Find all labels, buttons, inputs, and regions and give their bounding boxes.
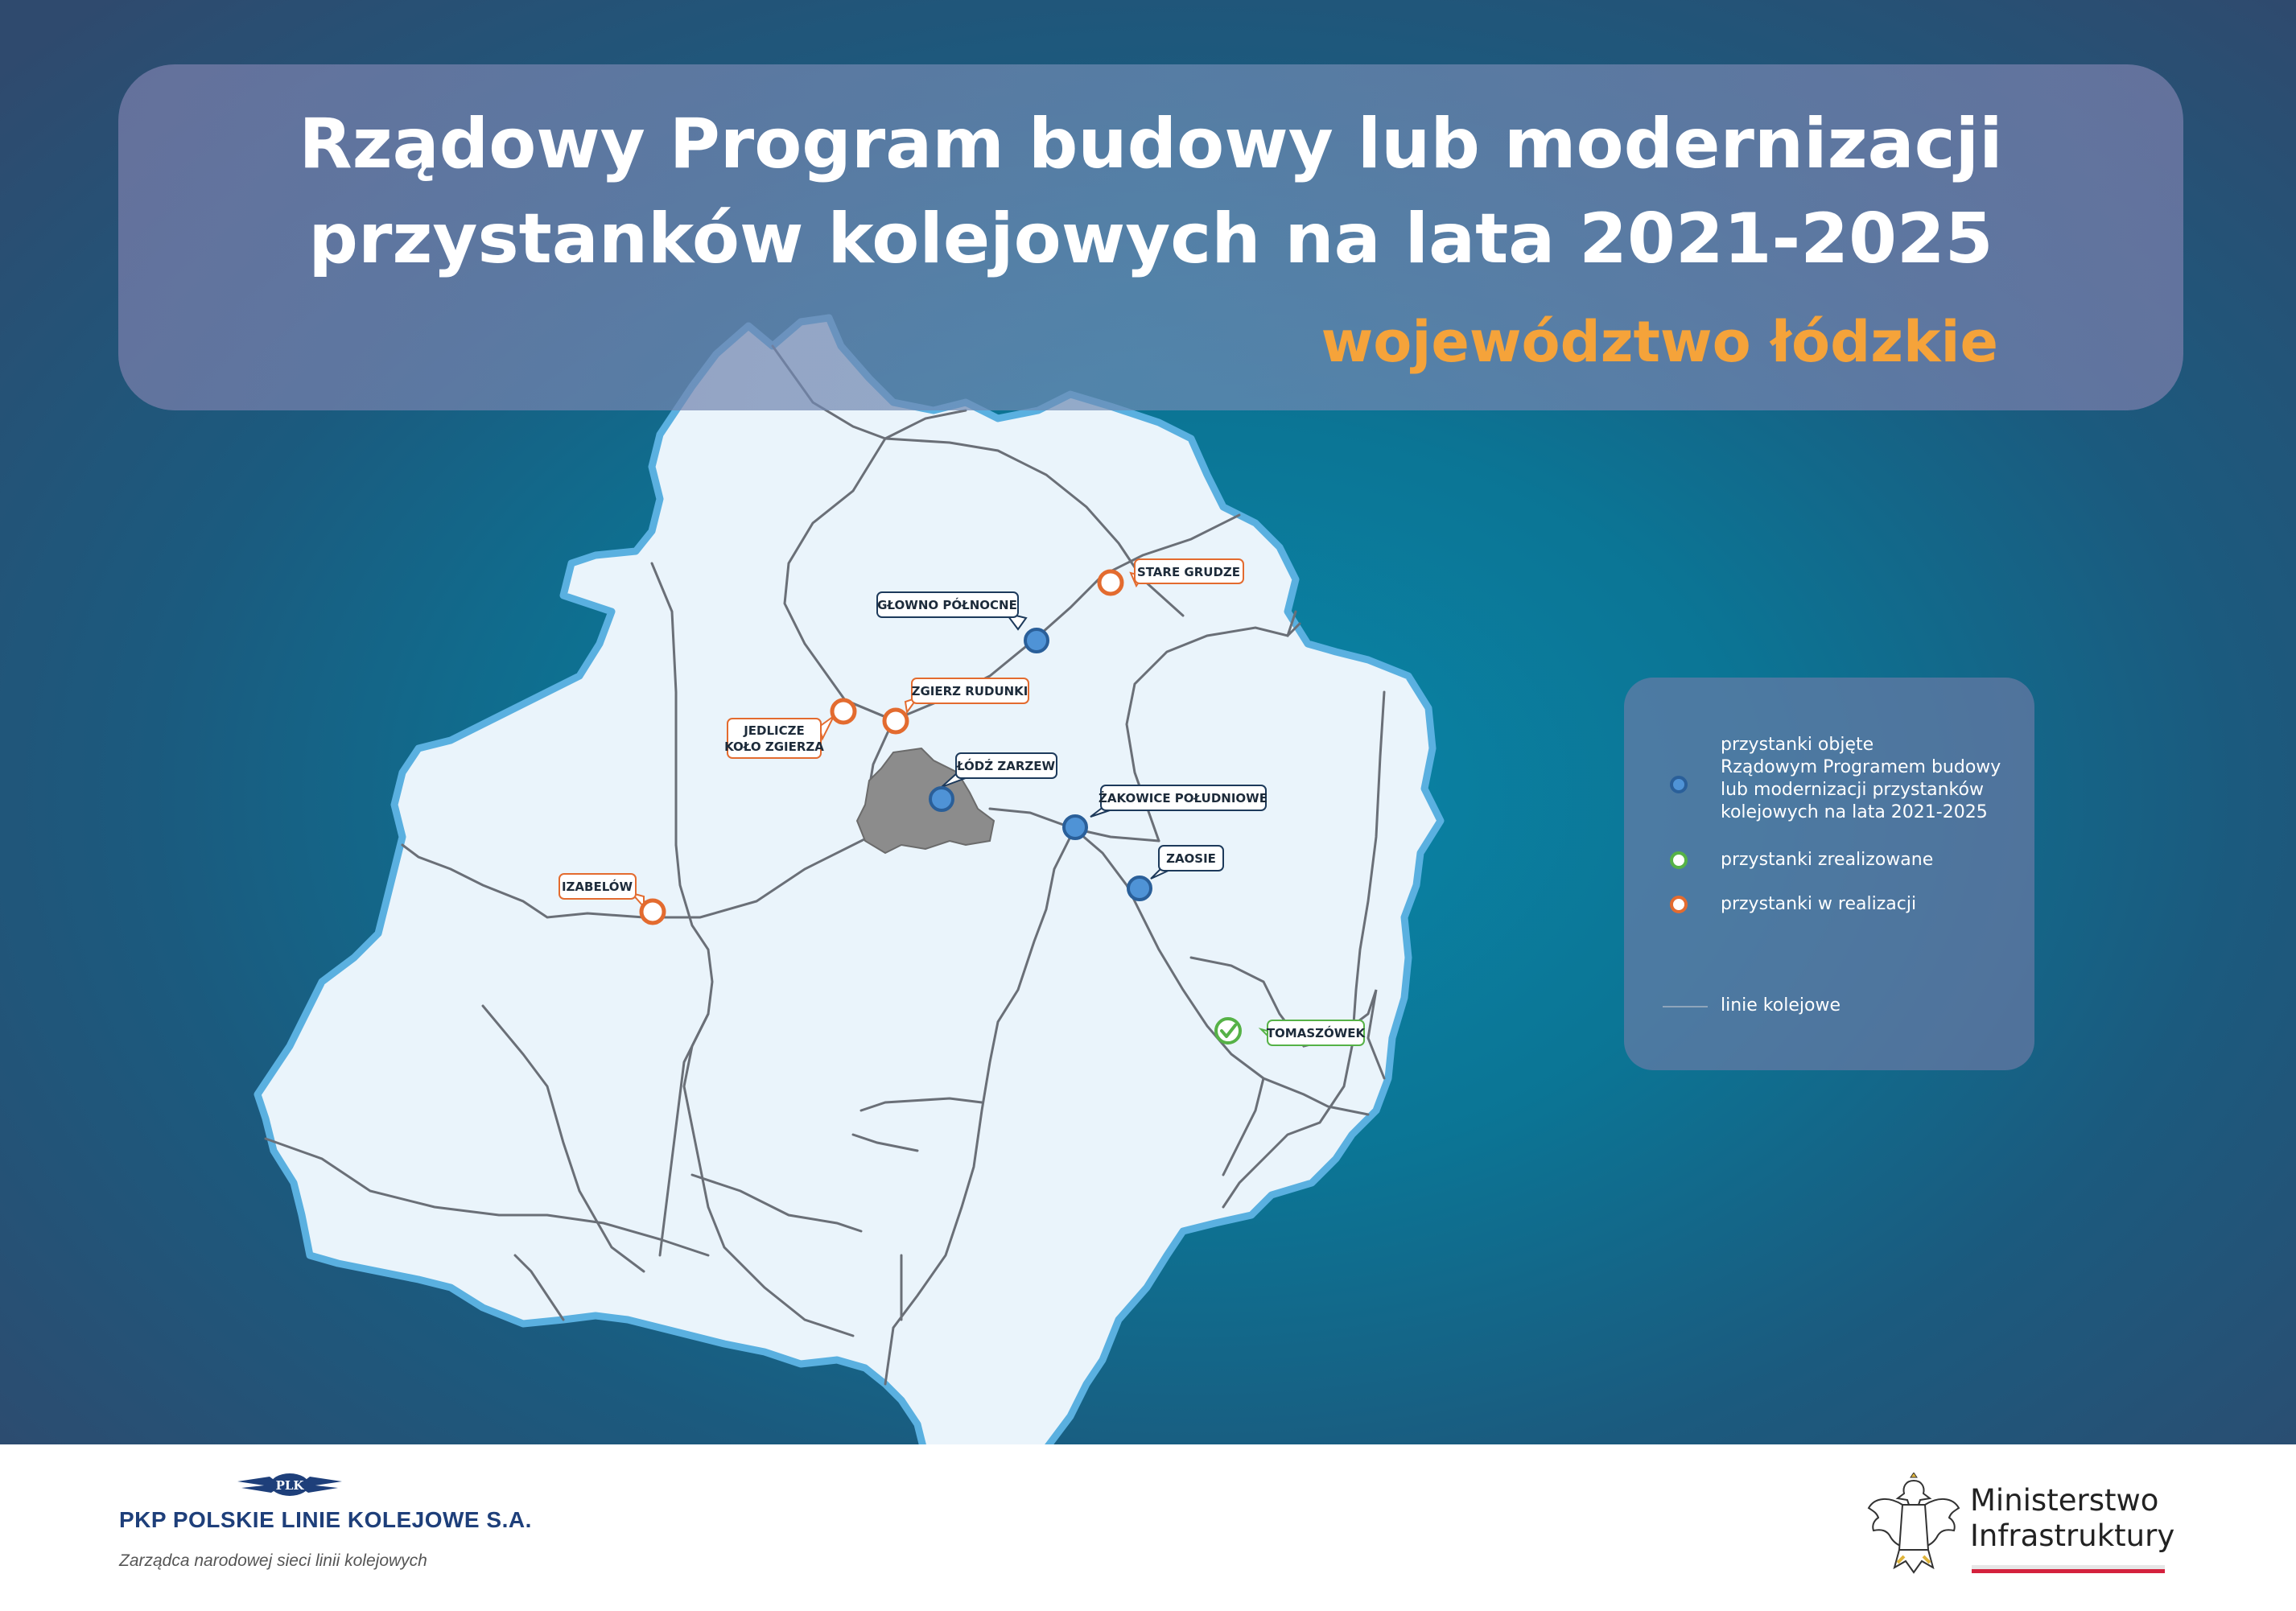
legend-text: przystanki zrealizowane xyxy=(1721,850,1934,870)
title-line-2: przystanków kolejowych na lata 2021-2025 xyxy=(308,199,1993,279)
in-progress-station-icon[interactable] xyxy=(641,900,664,923)
legend-text: linie kolejowe xyxy=(1721,995,1841,1016)
station-label: ŁÓDŹ ZARZEW xyxy=(956,759,1056,773)
station-label: ZGIERZ RUDUNKI xyxy=(911,684,1028,698)
plk-company-name: PKP POLSKIE LINIE KOLEJOWE S.A. xyxy=(119,1507,532,1532)
station-label: ŻAKOWICE POŁUDNIOWE xyxy=(1099,791,1268,806)
planned-station-icon[interactable] xyxy=(1064,816,1086,838)
region-subtitle: województwo łódzkie xyxy=(1321,309,1998,375)
done-station-icon[interactable] xyxy=(1216,1019,1240,1043)
region-outline xyxy=(258,318,1441,1444)
eagle-emblem-icon xyxy=(1865,1473,1962,1577)
station-label: STARE GRUDZE xyxy=(1136,565,1241,579)
planned-station-icon[interactable] xyxy=(1025,629,1048,652)
polish-flag-stripe xyxy=(1972,1565,2165,1573)
legend-text: przystanki objęte Rządowym Programem budowy lub modernizacji przystanków kolejowych na lata 2021-2025 xyxy=(1721,735,2001,822)
page-title xyxy=(118,97,2183,286)
planned-station-icon[interactable] xyxy=(1128,877,1151,900)
station-label: IZABELÓW xyxy=(561,880,633,894)
station-label: ZAOSIE xyxy=(1166,851,1216,866)
title-line-1: Rządowy Program budowy lub modernizacji xyxy=(299,104,2003,184)
planned-station-icon xyxy=(1670,776,1688,793)
station-label: JEDLICZE xyxy=(744,723,805,738)
plk-tagline: Zarządca narodowej sieci linii kolejowych xyxy=(119,1551,427,1570)
station-label: GŁOWNO PÓŁNOCNE xyxy=(877,598,1017,612)
rail-line-icon xyxy=(1663,1006,1708,1007)
in-progress-station-icon[interactable] xyxy=(884,710,907,732)
map-legend xyxy=(1624,678,2034,1070)
station-label: TOMASZÓWEK xyxy=(1266,1026,1366,1040)
ministry-name: Ministerstwo Infrastruktury xyxy=(1970,1483,2175,1553)
done-station-icon xyxy=(1670,851,1688,869)
plk-logo-icon xyxy=(237,1470,342,1502)
svg-text:PLK: PLK xyxy=(275,1478,304,1493)
planned-station-icon[interactable] xyxy=(930,788,953,810)
legend-text: przystanki w realizacji xyxy=(1721,894,1917,914)
in-progress-station-icon[interactable] xyxy=(832,700,855,723)
in-progress-station-icon xyxy=(1670,896,1688,913)
station-label: KOŁO ZGIERZA xyxy=(724,740,824,754)
in-progress-station-icon[interactable] xyxy=(1099,571,1122,594)
